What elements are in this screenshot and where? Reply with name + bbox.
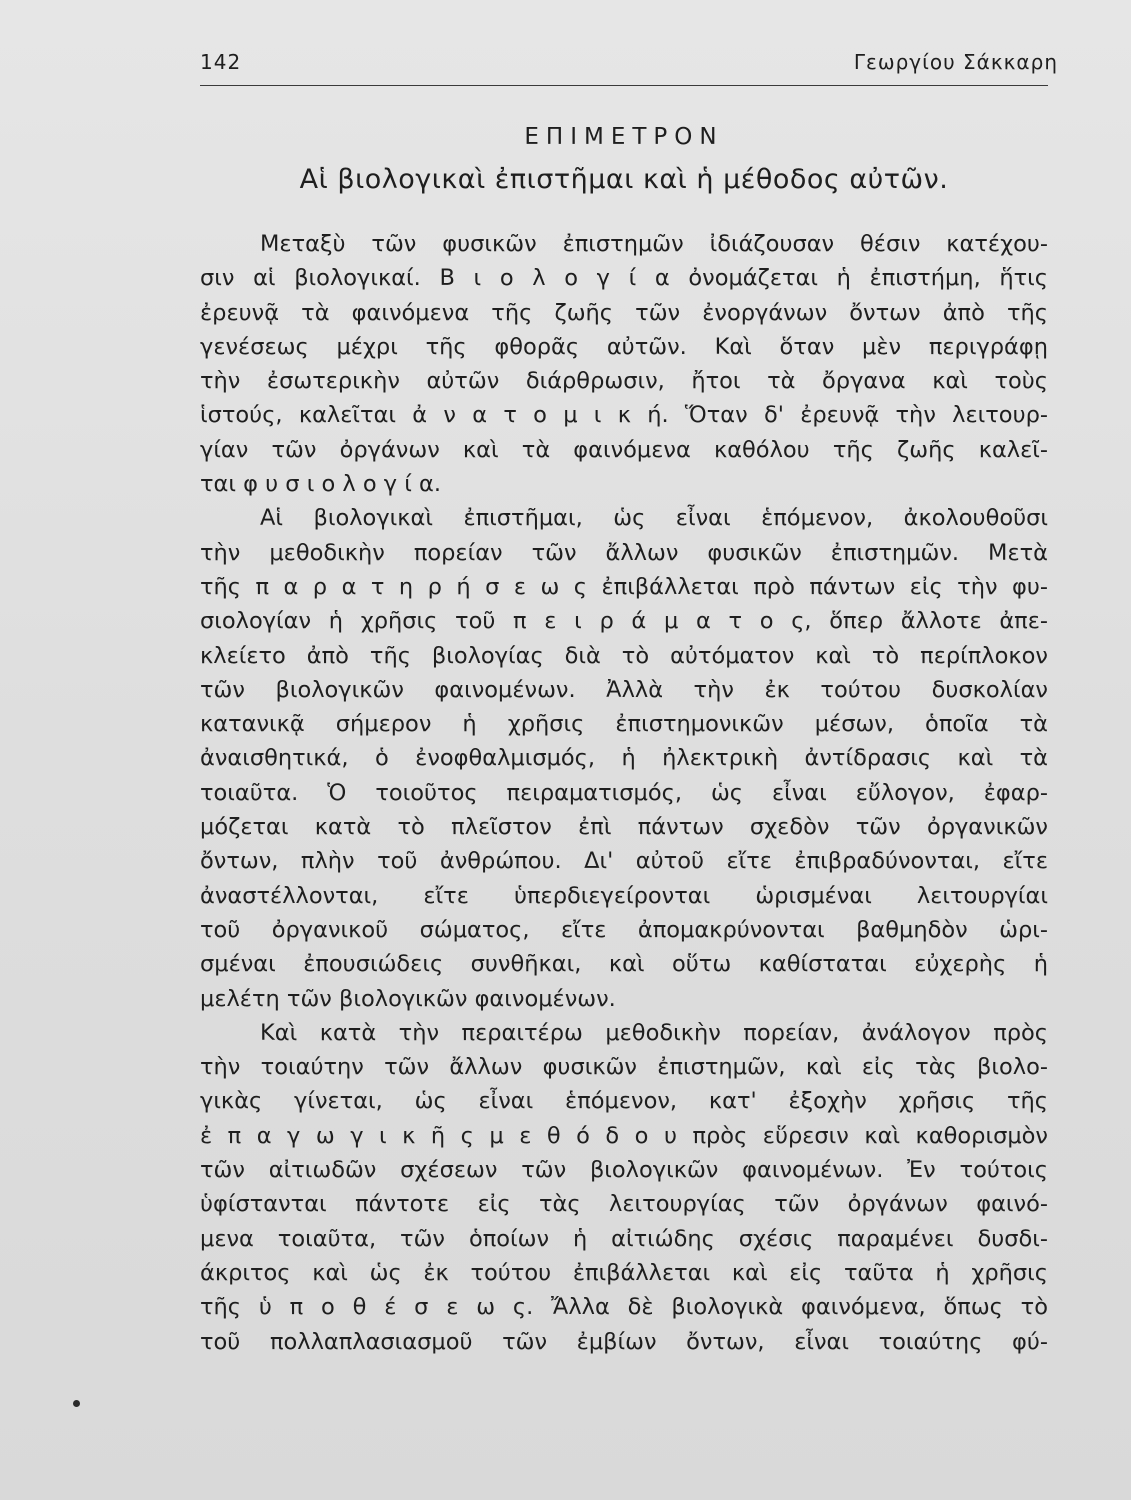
text-line: τὴν μεθοδικὴν πορείαν τῶν ἄλλων φυσικῶν ἐπιστημῶν. Μετὰ [200, 539, 1048, 566]
text-line: μενα τοιαῦτα, τῶν ὁποίων ἡ αἰτιώδης σχέσις παραμένει δυσδι- [200, 1225, 1048, 1252]
text-line: τὴν τοιαύτην τῶν ἄλλων φυσικῶν ἐπιστημῶν, καὶ εἰς τὰς βιολο- [200, 1054, 1048, 1081]
text-line: γικὰς γίνεται, ὡς εἶναι ἑπόμενον, κατ' ἐξοχὴν χρῆσις τῆς [200, 1088, 1048, 1115]
text-line: Αἱ βιολογικαὶ ἐπιστῆμαι, ὡς εἶναι ἑπόμενον, ἀκολουθοῦσι [260, 505, 1048, 532]
page-number: 142 [200, 50, 242, 74]
text-line: γενέσεως μέχρι τῆς φθορᾶς αὐτῶν. Καὶ ὅταν μὲν περιγράφῃ [200, 333, 1048, 360]
text-line: τοῦ ὀργανικοῦ σώματος, εἴτε ἀπομακρύνονται βαθμηδὸν ὡρι- [200, 916, 1048, 943]
text-line: μόζεται κατὰ τὸ πλεῖστον ἐπὶ πάντων σχεδὸν τῶν ὀργανικῶν [200, 814, 1048, 841]
section-title: ΕΠΙΜΕΤΡΟΝ [524, 124, 724, 150]
ink-spot [73, 1400, 80, 1407]
text-line: τῆς ὑ π ο θ έ σ ε ω ς. Ἄλλα δὲ βιολογικὰ φαινόμενα, ὅπως τὸ [200, 1294, 1048, 1321]
header-rule [200, 85, 1048, 86]
article-title: Αἱ βιολογικαὶ ἐπιστῆμαι καὶ ἡ μέθοδος αὐτῶν. [299, 164, 949, 195]
text-line: ται φ υ σ ι ο λ ο γ ί α. [200, 471, 442, 498]
running-title: Γεωργίου Σάκκαρη [853, 50, 1058, 74]
text-line: ὑφίστανται πάντοτε εἰς τὰς λειτουργίας τῶν ὀργάνων φαινό- [200, 1191, 1048, 1218]
text-line: τῆς π α ρ α τ η ρ ή σ ε ω ς ἐπιβάλλεται πρὸ πάντων εἰς τὴν φυ- [200, 573, 1048, 600]
text-line: τοῦ πολλαπλασιασμοῦ τῶν ἐμβίων ὄντων, εἶναι τοιαύτης φύ- [200, 1328, 1048, 1355]
text-line: ἐ π α γ ω γ ι κ ῆ ς μ ε θ ό δ ο υ πρὸς εὕρεσιν καὶ καθορισμὸν [200, 1122, 1048, 1149]
text-line: ἀναστέλλονται, εἴτε ὑπερδιεγείρονται ὡρισμέναι λειτουργίαι [200, 882, 1048, 909]
text-line: μελέτη τῶν βιολογικῶν φαινομένων. [200, 985, 616, 1012]
text-line: γίαν τῶν ὀργάνων καὶ τὰ φαινόμενα καθόλου τῆς ζωῆς καλεῖ- [200, 436, 1048, 463]
text-line: ἐρευνᾷ τὰ φαινόμενα τῆς ζωῆς τῶν ἐνοργάνων ὄντων ἀπὸ τῆς [200, 299, 1048, 326]
text-line: ἀναισθητικά, ὁ ἐνοφθαλμισμός, ἡ ἠλεκτρικὴ ἀντίδρασις καὶ τὰ [200, 745, 1048, 772]
running-head [200, 50, 1058, 82]
text-line: Μεταξὺ τῶν φυσικῶν ἐπιστημῶν ἰδιάζουσαν θέσιν κατέχου- [260, 231, 1048, 257]
text-line: άκριτος καὶ ὡς ἐκ τούτου ἐπιβάλλεται καὶ εἰς ταῦτα ἡ χρῆσις [200, 1259, 1048, 1286]
text-line: σιν αἱ βιολογικαί. Β ι ο λ ο γ ί α ὀνομάζεται ἡ ἐπιστήμη, ἥτις [200, 265, 1048, 292]
text-line: τῶν βιολογικῶν φαινομένων. Ἀλλὰ τὴν ἐκ τούτου δυσκολίαν [200, 676, 1048, 703]
text-line: τὴν ἐσωτερικὴν αὐτῶν διάρθρωσιν, ἤτοι τὰ ὄργανα καὶ τοὺς [200, 368, 1048, 395]
text-line: σμέναι ἐπουσιώδεις συνθῆκαι, καὶ οὕτω καθίσταται εὐχερὴς ἡ [200, 951, 1048, 978]
text-line: τῶν αἰτιωδῶν σχέσεων τῶν βιολογικῶν φαινομένων. Ἐν τούτοις [200, 1157, 1048, 1184]
text-line: ἱστούς, καλεῖται ἀ ν α τ ο μ ι κ ή. Ὅταν δ' ἐρευνᾷ τὴν λειτουρ- [200, 402, 1048, 429]
body-text [200, 227, 1048, 1359]
text-line: Καὶ κατὰ τὴν περαιτέρω μεθοδικὴν πορείαν, ἀνάλογον πρὸς [260, 1019, 1048, 1046]
text-line: σιολογίαν ἡ χρῆσις τοῦ π ε ι ρ ά μ α τ ο ς, ὅπερ ἄλλοτε ἀπε- [200, 608, 1048, 635]
text-line: τοιαῦτα. Ὁ τοιοῦτος πειραματισμός, ὡς εἶναι εὔλογον, ἐφαρ- [200, 779, 1048, 806]
text-line: ὄντων, πλὴν τοῦ ἀνθρώπου. Δι' αὐτοῦ εἴτε ἐπιβραδύνονται, εἴτε [200, 848, 1048, 875]
text-line: κατανικᾷ σήμερον ἡ χρῆσις ἐπιστημονικῶν μέσων, ὁποῖα τὰ [200, 711, 1048, 738]
text-line: κλείετο ἀπὸ τῆς βιολογίας διὰ τὸ αὐτόματον καὶ τὸ περίπλοκον [200, 642, 1048, 669]
